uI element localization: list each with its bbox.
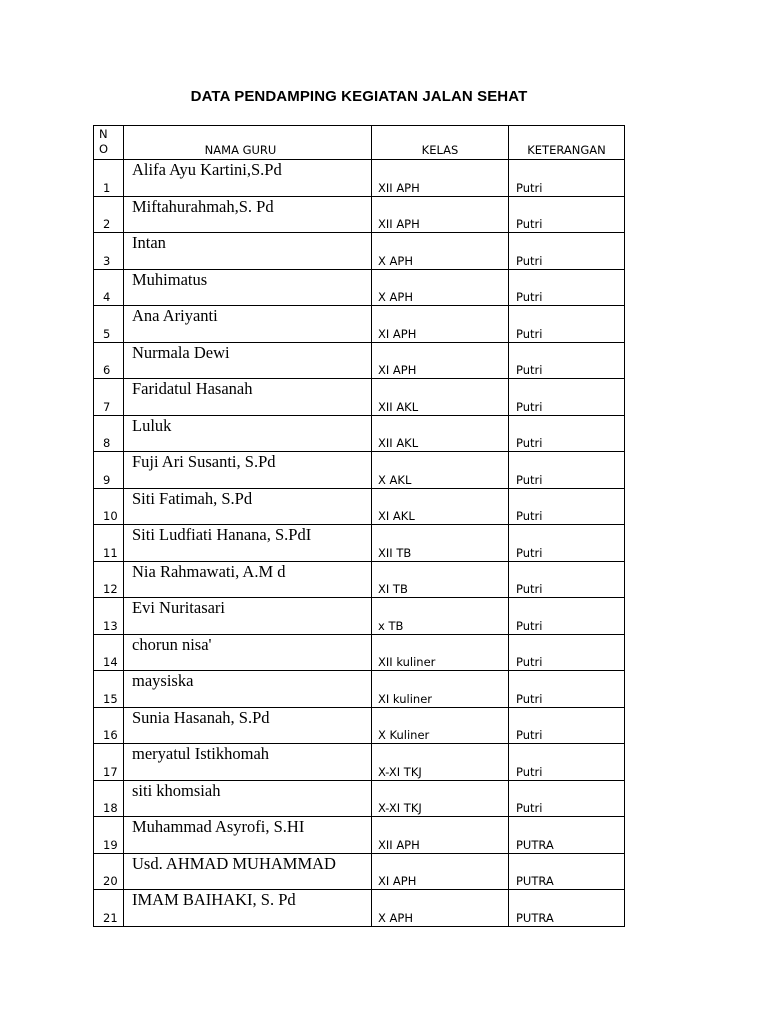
class-name: XI AKL <box>378 509 415 523</box>
table-row <box>94 415 625 452</box>
remark: Putri <box>516 728 543 742</box>
table-row <box>94 269 625 306</box>
row-keterangan-cell <box>509 744 625 781</box>
teacher-name: Ana Ariyanti <box>132 306 218 325</box>
row-keterangan-cell <box>509 634 625 671</box>
class-name: X-XI TKJ <box>378 764 422 779</box>
row-kelas-cell <box>372 817 509 854</box>
row-number: 18 <box>103 801 118 815</box>
remark: PUTRA <box>516 910 554 925</box>
class-name: XI APH <box>378 363 417 377</box>
row-keterangan-cell <box>509 780 625 817</box>
teacher-name: Sunia Hasanah, S.Pd <box>132 707 270 727</box>
row-name-cell <box>124 525 372 562</box>
header-name: NAMA GURU <box>204 143 277 157</box>
remark: Putri <box>516 618 543 633</box>
row-no-cell <box>94 634 124 671</box>
row-keterangan-cell <box>509 379 625 416</box>
table-row <box>94 671 625 708</box>
header-keterangan-cell <box>509 126 625 160</box>
class-name: X Kuliner <box>378 728 430 742</box>
table-row <box>94 744 625 781</box>
row-no-cell <box>94 415 124 452</box>
row-no-cell <box>94 671 124 708</box>
row-no-cell <box>94 817 124 854</box>
row-number: 10 <box>103 509 118 523</box>
row-name-cell <box>124 598 372 635</box>
row-kelas-cell <box>372 415 509 452</box>
row-kelas-cell <box>372 379 509 416</box>
row-number: 16 <box>103 728 118 742</box>
table-row <box>94 890 625 927</box>
row-name-cell <box>124 306 372 343</box>
teacher-name: Alifa Ayu Kartini,S.Pd <box>132 160 282 179</box>
table-row <box>94 598 625 635</box>
row-keterangan-cell <box>509 817 625 854</box>
row-kelas-cell <box>372 269 509 306</box>
teacher-name: Luluk <box>132 415 172 435</box>
row-no-cell <box>94 379 124 416</box>
row-number: 5 <box>103 326 111 341</box>
row-no-cell <box>94 269 124 306</box>
class-name: XI APH <box>378 326 417 341</box>
row-number: 2 <box>103 217 111 231</box>
teacher-name: Siti Ludfiati Hanana, S.PdI <box>132 525 312 544</box>
row-no-cell <box>94 780 124 817</box>
row-kelas-cell <box>372 306 509 343</box>
row-number: 7 <box>103 399 111 414</box>
table-row <box>94 561 625 598</box>
row-keterangan-cell <box>509 269 625 306</box>
remark: Putri <box>516 545 543 560</box>
row-no-cell <box>94 342 124 379</box>
table-row <box>94 707 625 744</box>
class-name: X APH <box>378 253 413 268</box>
remark: PUTRA <box>516 837 554 852</box>
row-keterangan-cell <box>509 671 625 708</box>
row-name-cell <box>124 196 372 233</box>
teacher-name: Intan <box>132 233 166 252</box>
row-number: 17 <box>103 764 118 779</box>
table-row <box>94 379 625 416</box>
row-name-cell <box>124 780 372 817</box>
row-number: 20 <box>103 874 118 888</box>
remark: Putri <box>516 180 543 195</box>
row-number: 15 <box>103 691 118 706</box>
row-no-cell <box>94 488 124 525</box>
header-kelas-cell <box>372 126 509 160</box>
remark: Putri <box>516 399 543 414</box>
row-no-cell <box>94 160 124 197</box>
table-row <box>94 817 625 854</box>
row-number: 14 <box>103 655 118 669</box>
remark: Putri <box>516 326 543 341</box>
class-name: XII AKL <box>378 399 419 414</box>
teacher-name: Miftahurahmah,S. Pd <box>132 196 274 216</box>
row-no-cell <box>94 853 124 890</box>
remark: Putri <box>516 655 543 669</box>
table-row <box>94 488 625 525</box>
class-name: XI TB <box>378 582 408 596</box>
header-keterangan: KETERANGAN <box>527 143 606 157</box>
table-row <box>94 780 625 817</box>
row-no-cell <box>94 890 124 927</box>
class-name: XII APH <box>378 217 420 231</box>
row-number: 1 <box>103 180 111 195</box>
remark: Putri <box>516 691 543 706</box>
row-name-cell <box>124 233 372 270</box>
row-name-cell <box>124 488 372 525</box>
row-kelas-cell <box>372 780 509 817</box>
row-kelas-cell <box>372 488 509 525</box>
class-name: XI APH <box>378 874 417 888</box>
teacher-name: Usd. AHMAD MUHAMMAD <box>132 853 336 873</box>
remark: Putri <box>516 509 543 523</box>
row-no-cell <box>94 196 124 233</box>
row-number: 19 <box>103 837 118 852</box>
row-number: 8 <box>103 436 111 450</box>
row-keterangan-cell <box>509 160 625 197</box>
row-keterangan-cell <box>509 525 625 562</box>
row-keterangan-cell <box>509 853 625 890</box>
teacher-name: Fuji Ari Susanti, S.Pd <box>132 452 276 471</box>
row-no-cell <box>94 525 124 562</box>
row-name-cell <box>124 342 372 379</box>
row-keterangan-cell <box>509 598 625 635</box>
row-name-cell <box>124 160 372 197</box>
row-name-cell <box>124 671 372 708</box>
row-no-cell <box>94 452 124 489</box>
remark: Putri <box>516 217 543 231</box>
header-no-line1: N <box>99 127 108 141</box>
teacher-name: Nurmala Dewi <box>132 342 230 362</box>
row-kelas-cell <box>372 452 509 489</box>
row-kelas-cell <box>372 634 509 671</box>
table-row <box>94 196 625 233</box>
teacher-name: Muhammad Asyrofi, S.HI <box>132 817 305 836</box>
class-name: XII AKL <box>378 436 419 450</box>
row-keterangan-cell <box>509 233 625 270</box>
header-kelas: KELAS <box>421 143 459 157</box>
row-kelas-cell <box>372 598 509 635</box>
row-no-cell <box>94 561 124 598</box>
teacher-name: meryatul Istikhomah <box>132 744 270 763</box>
teacher-table <box>93 125 625 927</box>
remark: Putri <box>516 436 543 450</box>
remark: Putri <box>516 472 543 487</box>
row-kelas-cell <box>372 707 509 744</box>
teacher-name: maysiska <box>132 671 194 690</box>
row-no-cell <box>94 233 124 270</box>
row-name-cell <box>124 744 372 781</box>
row-keterangan-cell <box>509 415 625 452</box>
row-number: 12 <box>103 582 118 596</box>
header-name-cell <box>124 126 372 160</box>
table-row <box>94 634 625 671</box>
row-kelas-cell <box>372 561 509 598</box>
row-keterangan-cell <box>509 561 625 598</box>
row-number: 6 <box>103 363 111 377</box>
row-number: 21 <box>103 910 118 925</box>
row-number: 4 <box>103 290 111 304</box>
row-kelas-cell <box>372 233 509 270</box>
row-number: 11 <box>103 545 118 560</box>
row-kelas-cell <box>372 671 509 708</box>
class-name: XI kuliner <box>378 691 433 706</box>
row-keterangan-cell <box>509 196 625 233</box>
row-kelas-cell <box>372 890 509 927</box>
row-name-cell <box>124 561 372 598</box>
header-no-cell <box>94 126 124 160</box>
teacher-name: Nia Rahmawati, A.M d <box>132 561 286 581</box>
row-kelas-cell <box>372 160 509 197</box>
table-header-row <box>94 126 625 160</box>
row-kelas-cell <box>372 744 509 781</box>
teacher-name: Siti Fatimah, S.Pd <box>132 488 253 508</box>
class-name: XII APH <box>378 180 420 195</box>
header-no <box>94 127 123 159</box>
row-number: 9 <box>103 472 111 487</box>
row-keterangan-cell <box>509 342 625 379</box>
row-name-cell <box>124 379 372 416</box>
row-no-cell <box>94 598 124 635</box>
class-name: XII kuliner <box>378 655 436 669</box>
row-name-cell <box>124 853 372 890</box>
row-name-cell <box>124 890 372 927</box>
row-number: 13 <box>103 618 118 633</box>
row-name-cell <box>124 707 372 744</box>
remark: Putri <box>516 764 543 779</box>
row-kelas-cell <box>372 196 509 233</box>
row-keterangan-cell <box>509 488 625 525</box>
row-name-cell <box>124 452 372 489</box>
table-row <box>94 452 625 489</box>
row-keterangan-cell <box>509 306 625 343</box>
class-name: X APH <box>378 290 413 304</box>
teacher-name: siti khomsiah <box>132 780 221 800</box>
row-no-cell <box>94 306 124 343</box>
row-keterangan-cell <box>509 707 625 744</box>
remark: Putri <box>516 290 543 304</box>
row-name-cell <box>124 634 372 671</box>
row-number: 3 <box>103 253 111 268</box>
class-name: x TB <box>378 618 404 633</box>
remark: Putri <box>516 253 543 268</box>
row-no-cell <box>94 744 124 781</box>
table-row <box>94 342 625 379</box>
row-kelas-cell <box>372 525 509 562</box>
row-keterangan-cell <box>509 890 625 927</box>
table-row <box>94 853 625 890</box>
table-row <box>94 160 625 197</box>
row-name-cell <box>124 817 372 854</box>
table-row <box>94 306 625 343</box>
teacher-name: IMAM BAIHAKI, S. Pd <box>132 890 296 909</box>
row-name-cell <box>124 269 372 306</box>
class-name: X-XI TKJ <box>378 801 422 815</box>
class-name: XII TB <box>378 545 412 560</box>
teacher-name: chorun nisa' <box>132 634 212 654</box>
remark: Putri <box>516 801 543 815</box>
document-title: DATA PENDAMPING KEGIATAN JALAN SEHAT <box>190 88 528 105</box>
table-row <box>94 525 625 562</box>
row-name-cell <box>124 415 372 452</box>
remark: PUTRA <box>516 874 554 888</box>
class-name: X APH <box>378 910 413 925</box>
teacher-name: Evi Nuritasari <box>132 598 226 617</box>
class-name: X AKL <box>378 472 412 487</box>
row-keterangan-cell <box>509 452 625 489</box>
teacher-name: Faridatul Hasanah <box>132 379 253 398</box>
header-no-line2: O <box>99 142 109 156</box>
remark: Putri <box>516 582 543 596</box>
remark: Putri <box>516 363 543 377</box>
class-name: XII APH <box>378 837 420 852</box>
table-row <box>94 233 625 270</box>
row-no-cell <box>94 707 124 744</box>
teacher-name: Muhimatus <box>132 269 208 289</box>
row-kelas-cell <box>372 853 509 890</box>
row-kelas-cell <box>372 342 509 379</box>
